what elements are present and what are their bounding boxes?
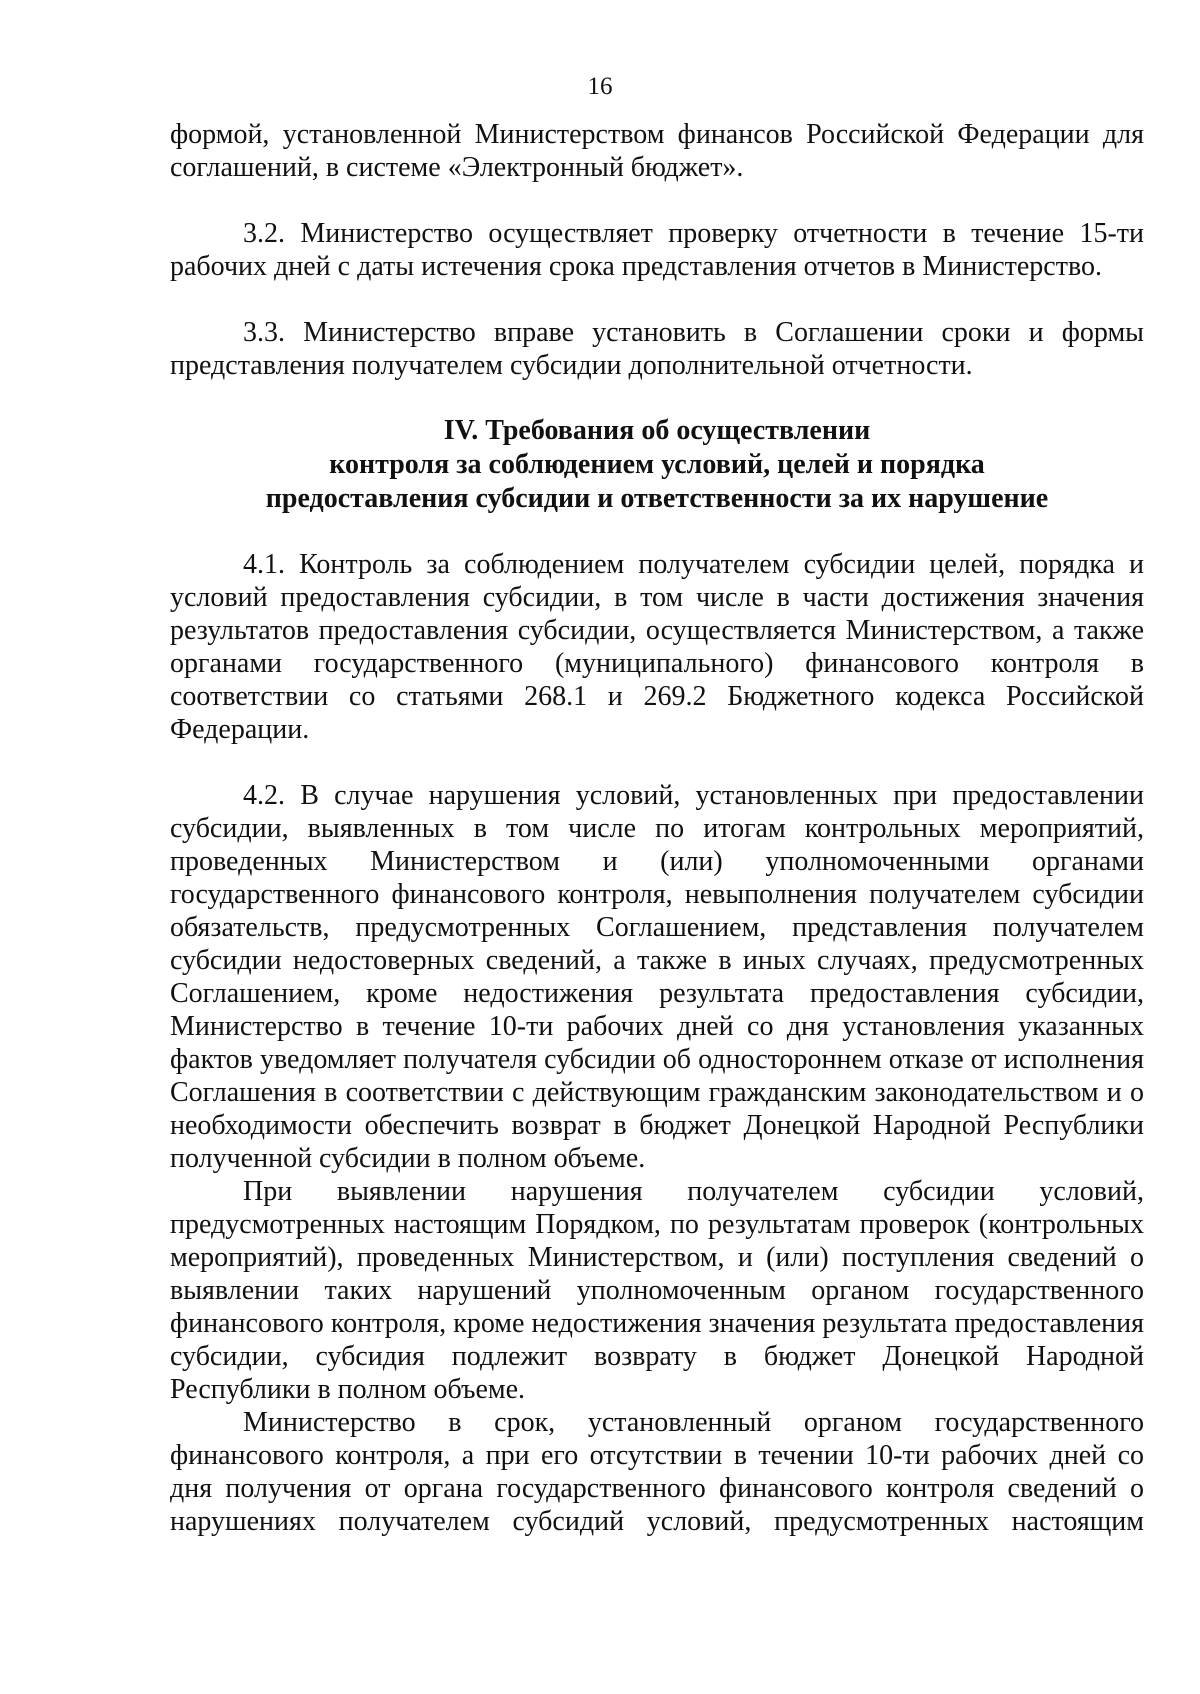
paragraph-violation-return: При выявлении нарушения получателем субсидии условий, предусмотренных настоящим Порядком, по результатам проверок (контрольных мероприятий), проведенных Министерством, и (или) поступления сведений о выявлении таких нарушений уполномоченным органом государственного финансового контроля, кроме недостижения значения результата предоставления субсидии, субсидия подлежит возврату в бюджет Донецкой Народной Республики в полном объеме. [170,1176,1144,1405]
paragraph-4-2: 4.2. В случае нарушения условий, установленных при предоставлении субсидии, выявленных в том числе по итогам контрольных мероприятий, проведенных Министерством и (или) уполномоченными органами государственного финансового контроля, невыполнения получателем субсидии обязательств, предусмотренных Соглашением, представления получателем субсидии недостоверных сведений, а также в иных случаях, предусмотренных Соглашением, кроме недостижения результата предоставления субсидии, Министерство в течение 10-ти рабочих дней со дня установления указанных фактов уведомляет получателя субсидии об одностороннем отказе от исполнения Соглашения в соответствии с действующим гражданским законодательством и о необходимости обеспечить возврат в бюджет Донецкой Народной Республики полученной субсидии в полном объеме. [170,780,1144,1174]
paragraph-continuation: формой, установленной Министерством финансов Российской Федерации для соглашений, в системе «Электронный бюджет». [170,119,1144,183]
paragraph-3-2: 3.2. Министерство осуществляет проверку отчетности в течение 15-ти рабочих дней с даты истечения срока представления отчетов в Министерство. [170,218,1144,282]
section-heading [170,414,1144,516]
paragraph-4-1: 4.1. Контроль за соблюдением получателем субсидии целей, порядка и условий предоставления субсидии, в том числе в части достижения значения результатов предоставления субсидии, осуществляется Министерством, а также органами государственного (муниципального) финансового контроля в соответствии со статьями 268.1 и 269.2 Бюджетного кодекса Российской Федерации. [170,549,1144,745]
document-body [170,118,1144,1538]
paragraph-3-3: 3.3. Министерство вправе установить в Соглашении сроки и формы представления получателем субсидии дополнительной отчетности. [170,317,1144,381]
section-heading-line: IV. Требования об осуществлении [443,415,871,446]
section-heading-line: контроля за соблюдением условий, целей и порядка [329,449,985,480]
section-heading-line: предоставления субсидии и ответственности за их нарушение [265,483,1049,514]
page-number: 16 [587,73,613,100]
paragraph-ministry-term: Министерство в срок, установленный органом государственного финансового контроля, а при его отсутствии в течении 10-ти рабочих дней со дня получения от органа государственного финансового контроля сведений о нарушениях получателем субсидий условий, предусмотренных настоящим [170,1407,1144,1537]
